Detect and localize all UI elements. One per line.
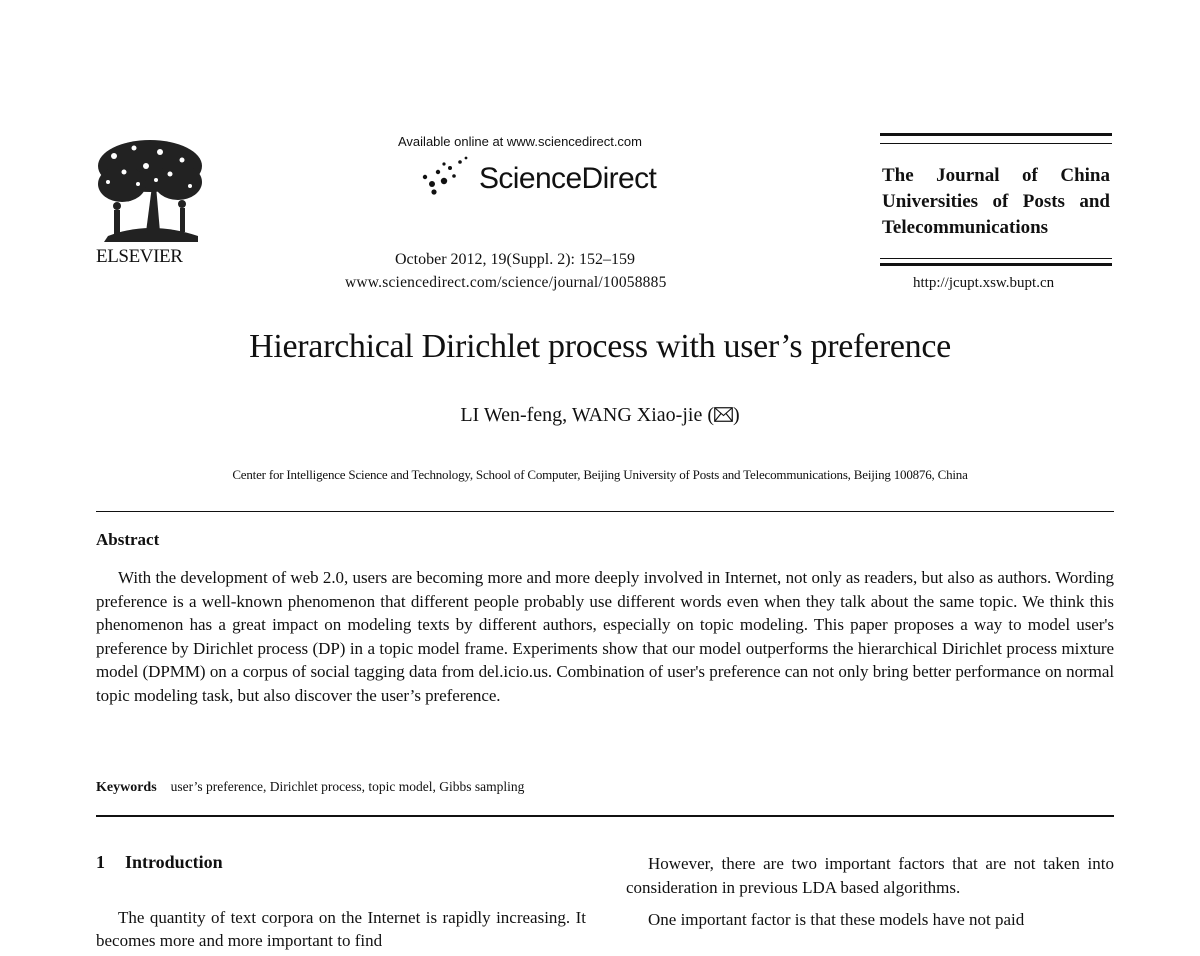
journal-rule-bottom-thick (880, 263, 1112, 266)
paragraph: However, there are two important factors that are not taken into consideration in previous LDA based algorithms. (626, 854, 1114, 897)
paper-authors (0, 404, 1200, 427)
divider-bottom (96, 815, 1114, 817)
paper-title: Hierarchical Dirichlet process with user’s preference (249, 328, 951, 365)
elsevier-tree-logo (94, 136, 206, 244)
paragraph: One important factor is that these models have not paid (648, 910, 1025, 929)
affiliation: Center for Intelligence Science and Technology, School of Computer, Beijing University of Posts and Telecommunications, Beijing 100876, China (232, 467, 968, 482)
authors-close: ) (733, 404, 740, 426)
issue-info: October 2012, 19(Suppl. 2): 152–159 (395, 251, 635, 268)
journal-website[interactable]: http://jcupt.xsw.bupt.cn (913, 275, 1055, 291)
section-heading (96, 852, 223, 873)
keywords-text: user’s preference, Dirichlet process, topic model, Gibbs sampling (170, 779, 525, 794)
sciencedirect-wordmark: ScienceDirect (479, 162, 657, 195)
journal-url[interactable]: www.sciencedirect.com/science/journal/10058885 (345, 274, 667, 291)
abstract-body: With the development of web 2.0, users are becoming more and more deeply involved in Internet, not only as readers, but also as authors. Wording preference is a well-known phenomenon that different people probably use different words even when they talk about the same topic. We think this phenomenon has a great impact on modeling texts by different authors, especially on topic modeling. This paper proposes a way to model user's preference by Dirichlet process (DP) in a topic model frame. Experiments show that our model outperforms the hierarchical Dirichlet process mixture model (DPMM) on a corpus of social tagging data from del.icio.us. Combination of user's preference can not only bring better performance on normal topic modeling task, but also discover the user’s preference. (96, 568, 1114, 705)
mail-icon[interactable] (714, 407, 733, 422)
journal-rule-top-thin (880, 143, 1112, 144)
journal-rule-bottom-thin (880, 258, 1112, 259)
keywords (96, 779, 524, 796)
journal-title: The Journal of China Universities of Posts and Telecommunications (882, 165, 1110, 238)
intro-right-column (626, 852, 1114, 932)
available-online-text[interactable]: Available online at www.sciencedirect.com (398, 134, 642, 149)
publisher-name: ELSEVIER (96, 246, 183, 267)
keywords-label: Keywords (96, 780, 157, 795)
intro-left-column: The quantity of text corpora on the Internet is rapidly increasing. It becomes more and more important to find (96, 908, 586, 950)
abstract-heading: Abstract (96, 530, 160, 549)
section-number: 1 (96, 852, 105, 872)
authors-text: LI Wen-feng, WANG Xiao-jie ( (460, 404, 714, 426)
divider-top (96, 511, 1114, 512)
sciencedirect-dots-icon (414, 154, 478, 200)
journal-rule-top-thick (880, 133, 1112, 136)
section-title: Introduction (125, 852, 223, 872)
